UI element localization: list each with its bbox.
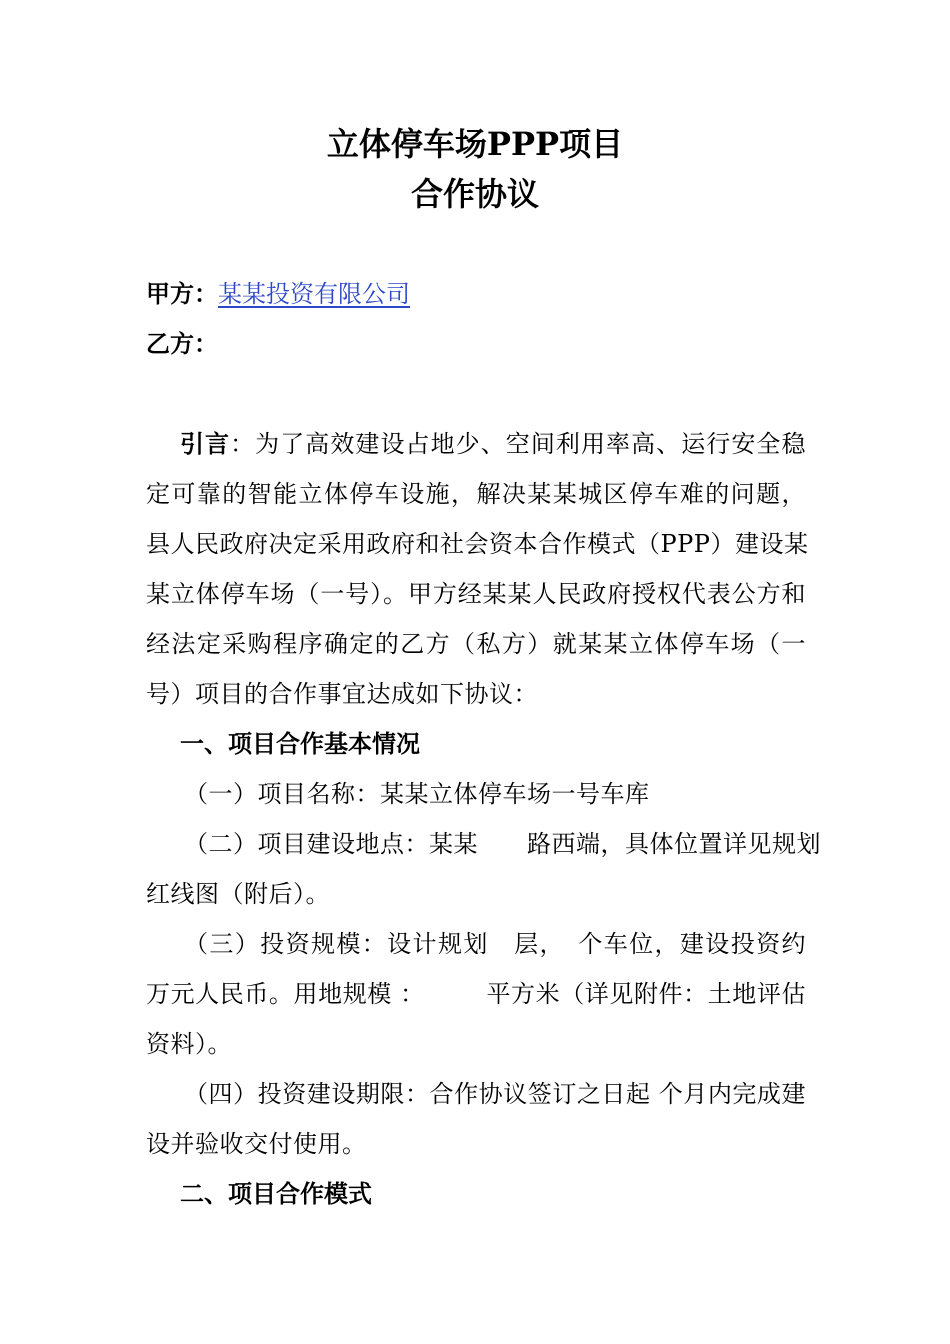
party-a xyxy=(146,278,410,310)
document-title-line2: 合作协议 xyxy=(410,175,539,213)
intro-line-6: 号）项目的合作事宜达成如下协议： xyxy=(146,680,538,708)
intro-label: 引言 xyxy=(180,429,231,458)
section1-item4-line2: 设并验收交付使用。 xyxy=(146,1130,367,1158)
party-a-link[interactable]: 某某投资有限公司 xyxy=(218,280,410,308)
section1-item3-line1: （三）投资规模：设计规划 层， 个车位，建设投资约 xyxy=(184,930,806,958)
section1-item1: （一）项目名称：某某立体停车场一号车库 xyxy=(184,780,650,808)
section1-item3-line2: 万元人民币。用地规模 ： 平方米（详见附件：土地评估 xyxy=(146,980,806,1008)
section1-item2-line2: 红线图（附后）。 xyxy=(146,880,330,908)
intro-line-1 xyxy=(180,428,806,460)
intro-line-2: 定可靠的智能立体停车设施，解决某某城区停车难的问题， xyxy=(146,480,806,508)
intro-line-5: 经法定采购程序确定的乙方（私方）就某某立体停车场（一 xyxy=(146,630,806,658)
section1-item2-line1: （二）项目建设地点：某某 路西端，具体位置详见规划 xyxy=(184,830,821,858)
section2-heading: 二、项目合作模式 xyxy=(180,1179,372,1208)
party-b xyxy=(146,328,218,360)
section1-item3-line3: 资料）。 xyxy=(146,1030,232,1058)
section1-item4-line1: （四）投资建设期限：合作协议签订之日起 个月内完成建 xyxy=(184,1080,806,1108)
party-b-label: 乙方： xyxy=(146,329,218,358)
party-a-label: 甲方： xyxy=(146,279,218,308)
intro-line-3: 县人民政府决定采用政府和社会资本合作模式（PPP）建设某 xyxy=(146,530,809,558)
section1-heading: 一、项目合作基本情况 xyxy=(180,729,420,758)
document-title-line1: 立体停车场PPP项目 xyxy=(326,125,624,163)
intro-line-1-text: ：为了高效建设占地少、空间利用率高、运行安全稳 xyxy=(230,430,806,458)
intro-line-4: 某立体停车场（一号）。甲方经某某人民政府授权代表公方和 xyxy=(146,580,806,608)
